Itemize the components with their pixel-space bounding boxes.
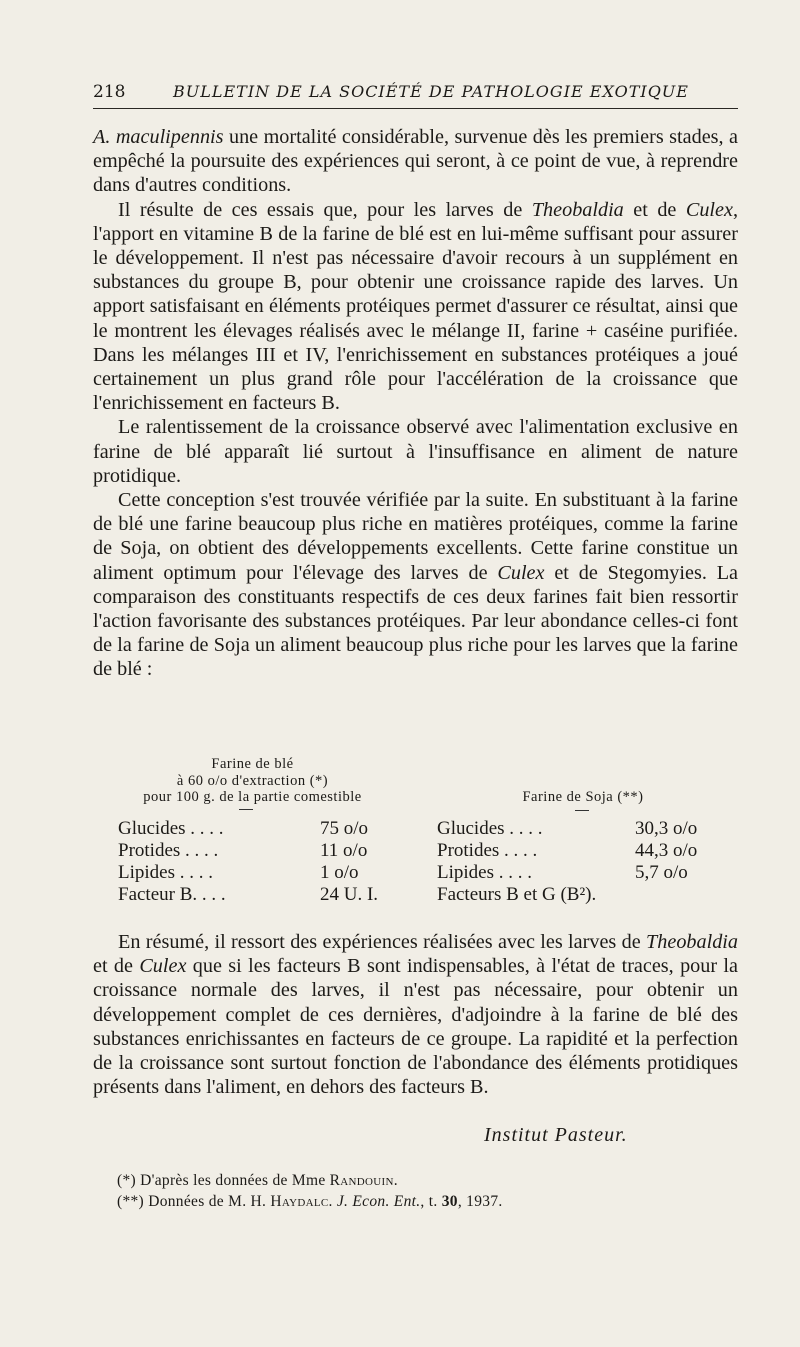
paragraph-2: Il résulte de ces essais que, pour les larves de Theobaldia et de Culex, l'apport en vitamine B de la farine de blé est en lui-même suffisant pour assurer le développement. Il n'est pas nécessaire d'avoir recours à un supplément en substances du groupe B, pour obtenir une croissance rapide des larves. Un apport satisfaisant en éléments protéiques permet d'assurer ce résultat, ainsi que le montrent les élevages réalisés avec le mélange II, farine + caséine purifiée. Dans les mélanges III et IV, l'enrichissement en substances protéiques a joué certainement un plus grand rôle pour l'accélération de la croissance que l'enrichissement en facteurs B.: [93, 198, 739, 415]
genus-name: Culex: [139, 955, 187, 978]
footnote-2: (**) Données de M. H. Haydalc. J. Econ. Ent., t. 30, 1937.: [117, 1193, 503, 1210]
header-dash: [575, 810, 589, 811]
footnotes: [117, 1170, 737, 1212]
genus-name: Theobaldia: [531, 198, 624, 221]
signature: Institut Pasteur.: [484, 1124, 628, 1146]
running-title: BULLETIN DE LA SOCIÉTÉ DE PATHOLOGIE EXOTIQUE: [173, 82, 689, 101]
paragraph-4: Cette conception s'est trouvée vérifiée par la suite. En substituant à la farine de blé une farine beaucoup plus riche en matières protéiques, comme la farine de Soja, on obtient des développements excellents. Cette farine constitue un aliment optimum pour l'élevage des larves de Culex et de Stegomyies. La comparaison des constituants respectifs de ces deux farines fait bien ressortir l'action favorisante des substances protéiques. Par leur abondance celles-ci font de la farine de Soja un aliment beaucoup plus riche pour les larves que la farine de blé :: [93, 489, 739, 681]
table-row: Glucides . . . . 75 o/o Glucides . . . . 30,3 o/o: [118, 818, 698, 839]
footnote-1: (*) D'après les données de Mme Randouin.: [117, 1172, 398, 1189]
table-row: Protides . . . . 11 o/o Protides . . . . 44,3 o/o: [118, 840, 698, 861]
genus-name: Theobaldia: [646, 931, 738, 953]
page-header: [93, 80, 738, 109]
paragraph-5: En résumé, il ressort des expériences réalisées avec les larves de Theobaldia et de Culex que si les facteurs B sont indispensables, à l'état de traces, pour la croissance normale des larves, il n'est pas nécessaire, pour obtenir un développement complet de ces dernières, d'adjoindre à la farine de blé des substances enrichissantes en facteurs de ce groupe. La rapidité et la perfection de la croissance sont surtout fonction de l'abondance des éléments protidiques présents dans l'aliment, en dehors des facteurs B.: [93, 931, 738, 1099]
body-text: [93, 125, 738, 682]
page-number: 218: [93, 82, 126, 102]
paragraph-1: A. maculipennis une mortalité considérable, survenue dès les premiers stades, a empêché la poursuite des expériences qui seront, à ce point de vue, à reprendre dans d'autres conditions.: [93, 126, 738, 197]
paragraph-3: Le ralentissement de la croissance observé avec l'alimentation exclusive en farine de blé apparaît lié surtout à l'insuffisance en aliment de nature protidique.: [93, 416, 738, 487]
table-row: Lipides . . . . 1 o/o Lipides . . . . 5,7 o/o: [118, 862, 688, 883]
species-name: A. maculipennis: [93, 126, 224, 148]
genus-name: Culex: [497, 561, 545, 584]
summary-text: [93, 930, 738, 1099]
table-header-soja: Farine de Soja (**): [522, 789, 644, 805]
table-row: Facteur B. . . . 24 U. I. Facteurs B et G (B²).: [118, 884, 597, 905]
table-header-wheat: Farine de blé à 60 o/o d'extraction (*) pour 100 g. de la partie comestible: [143, 756, 362, 805]
header-dash: [239, 809, 253, 810]
genus-name: Culex: [685, 198, 733, 221]
